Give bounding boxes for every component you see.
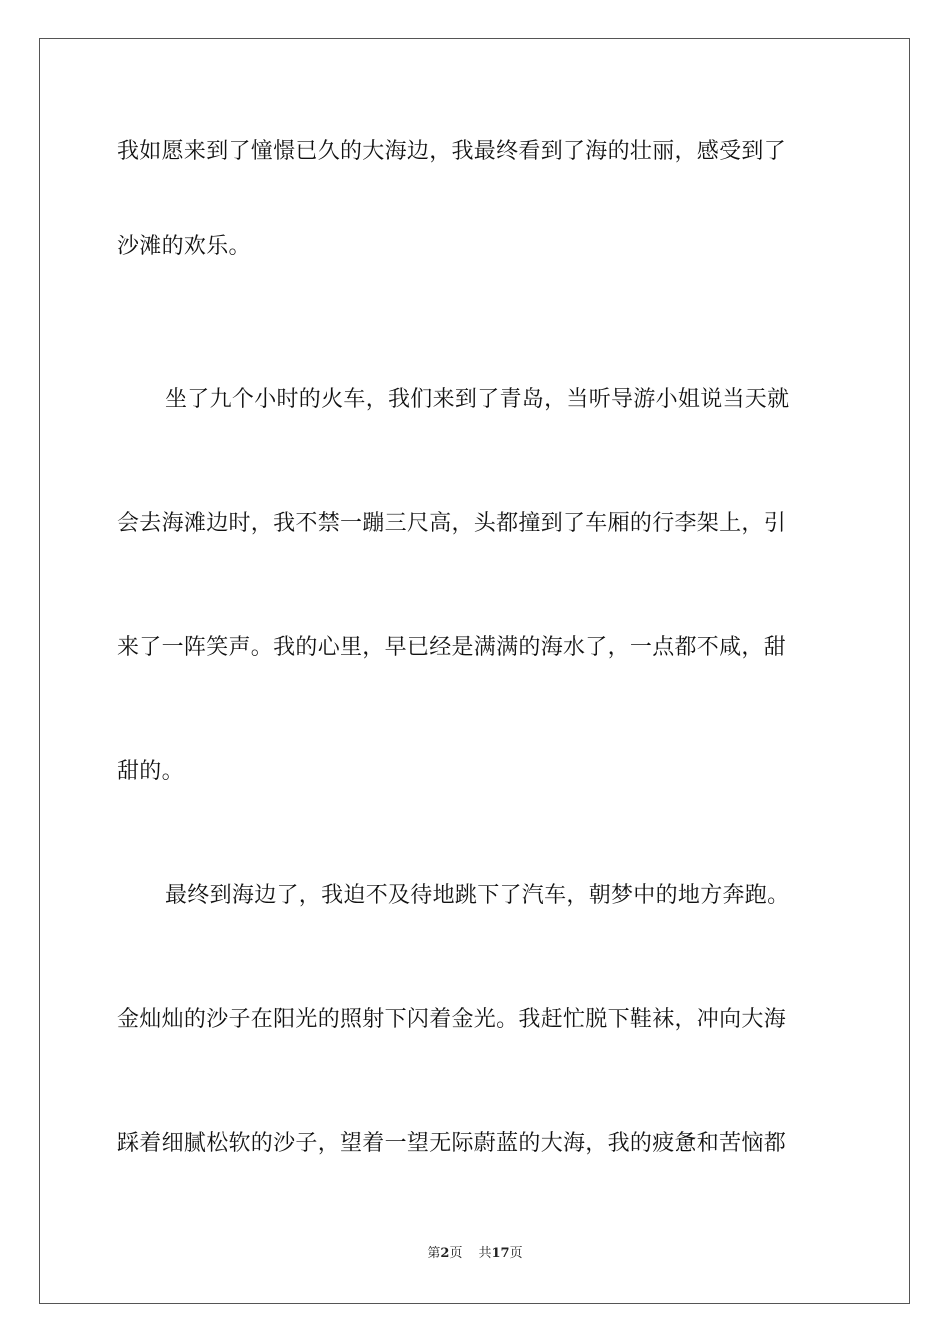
footer-page-number: 2 (440, 1246, 450, 1261)
footer-total-prefix: 共 (478, 1246, 492, 1261)
footer-total-suffix: 页 (509, 1246, 523, 1261)
paragraph-line-8: 金灿灿的沙子在阳光的照射下闪着金光。我赶忙脱下鞋袜，冲向大海 (117, 1007, 787, 1032)
paragraph-line-9: 踩着细腻松软的沙子，望着一望无际蔚蓝的大海，我的疲惫和苦恼都 (117, 1131, 787, 1156)
paragraph-line-5: 来了一阵笑声。我的心里，早已经是满满的海水了，一点都不咸，甜 (117, 635, 787, 660)
paragraph-line-6: 甜的。 (117, 759, 184, 784)
page-footer (0, 1245, 950, 1263)
paragraph-line-2: 沙滩的欢乐。 (117, 234, 251, 259)
footer-page-suffix: 页 (449, 1246, 463, 1261)
paragraph-line-7: 最终到海边了，我迫不及待地跳下了汽车，朝梦中的地方奔跑。 (165, 883, 790, 908)
paragraph-line-1: 我如愿来到了憧憬已久的大海边，我最终看到了海的壮丽，感受到了 (117, 139, 787, 164)
paragraph-line-3: 坐了九个小时的火车，我们来到了青岛，当听导游小姐说当天就 (165, 387, 790, 412)
paragraph-line-4: 会去海滩边时，我不禁一蹦三尺高，头都撞到了车厢的行李架上，引 (117, 511, 787, 536)
page-frame (39, 38, 910, 1304)
footer-total-pages: 17 (491, 1246, 510, 1261)
footer-page-prefix: 第 (427, 1246, 441, 1261)
